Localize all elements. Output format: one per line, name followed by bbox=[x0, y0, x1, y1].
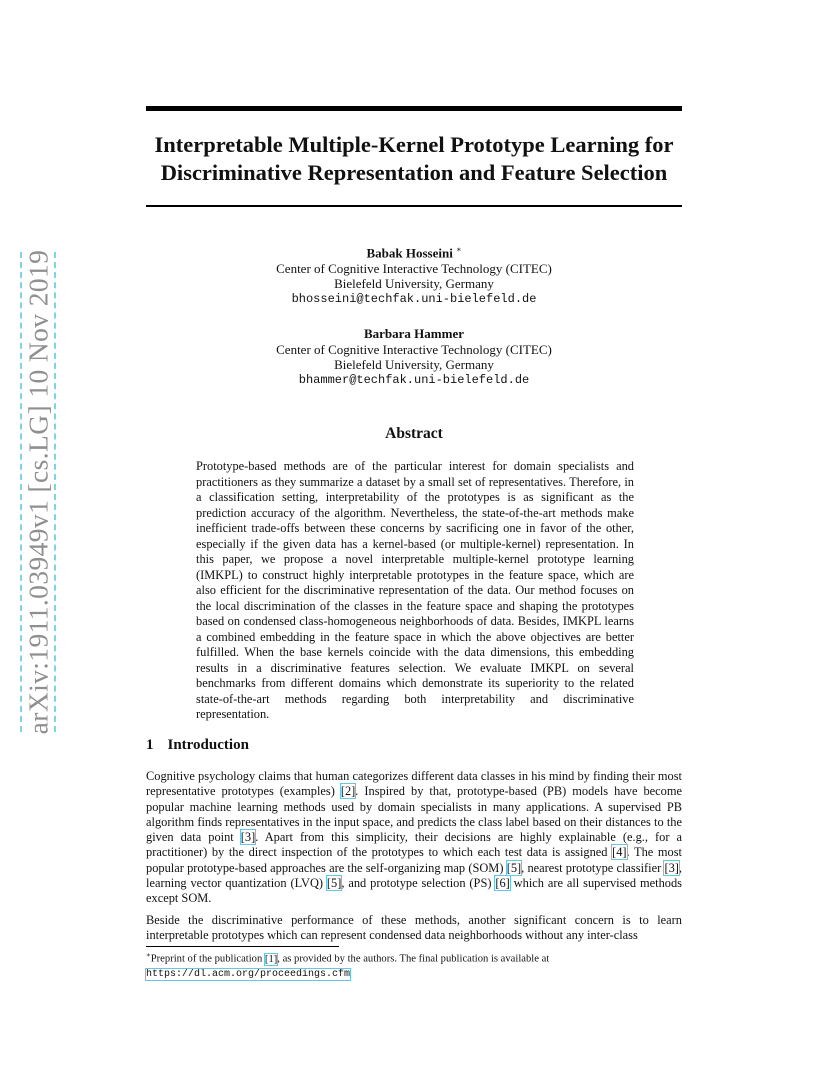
text-run: . Inspired by that, prototype-based (PB) models have become popular machine learning methods used by domain specialists in many applications. A supervised PB algorithm finds representatives in the input space, and predicts the class label based on their distances to the given data point bbox=[146, 784, 682, 845]
text-run: . Apart from this simplicity, their decisions are highly explainable (e.g., for a practitioner) by the direct inspection of the prototypes to which each test data is assigned bbox=[146, 830, 683, 860]
author-affiliation: Center of Cognitive Interactive Technology (CITEC) bbox=[276, 260, 552, 276]
text-run: , and prototype selection (PS) bbox=[341, 876, 496, 891]
footnote bbox=[146, 948, 682, 983]
intro-paragraph-2: Beside the discriminative performance of these methods, another significant concern is to learn interpretable prototypes which can represent condensed data neighborhoods without any inter-class bbox=[146, 913, 682, 943]
author-email: bhammer@techfak.uni-bielefeld.de bbox=[298, 372, 530, 387]
text-run: which are all supervised methods except SOM. bbox=[146, 876, 682, 906]
arxiv-identifier-stamp bbox=[20, 249, 56, 735]
section-title: Introduction bbox=[167, 737, 249, 753]
citation-link[interactable]: [5] bbox=[326, 876, 342, 891]
author-name: Babak Hosseini bbox=[366, 245, 453, 261]
text-run: Preprint of the publication bbox=[150, 953, 265, 965]
author-affiliation: Center of Cognitive Interactive Technology (CITEC) bbox=[276, 341, 552, 357]
author-block-2 bbox=[146, 326, 682, 388]
author-email: bhosseini@techfak.uni-bielefeld.de bbox=[291, 291, 537, 306]
title-rule-bottom bbox=[146, 205, 682, 207]
footnote-mark: ∗ bbox=[146, 951, 151, 959]
text-run: Cognitive psychology claims that human categorizes different data classes in his mind by finding their most representative prototypes (examples) bbox=[146, 769, 682, 799]
text-run: , as provided by the authors. The final publication is available at bbox=[277, 953, 550, 965]
abstract-heading: Abstract bbox=[385, 425, 443, 442]
intro-paragraph-1 bbox=[146, 769, 682, 907]
citation-link[interactable]: [2] bbox=[340, 784, 356, 799]
text-run: , learning vector quantization (LVQ) bbox=[146, 860, 682, 891]
section-number: 1 bbox=[146, 737, 154, 753]
citation-link[interactable]: [3] bbox=[664, 860, 679, 875]
text-run: , nearest prototype classifier bbox=[521, 860, 665, 875]
section-heading bbox=[146, 737, 249, 754]
author-footnote-mark[interactable]: ∗ bbox=[456, 245, 462, 254]
citation-link[interactable]: [1] bbox=[264, 953, 278, 965]
text-run: . The most popular prototype-based approaches are the self-organizing map (SOM) bbox=[146, 845, 682, 875]
author-university: Bielefeld University, Germany bbox=[334, 276, 494, 292]
footnote-rule bbox=[146, 946, 339, 947]
title-rule-top bbox=[146, 106, 682, 111]
citation-link[interactable]: [5] bbox=[506, 860, 522, 875]
author-name: Barbara Hammer bbox=[363, 326, 464, 341]
author-block-1 bbox=[146, 242, 682, 307]
abstract-text: Prototype-based methods are of the particular interest for domain specialists and practitioners as they summarize a dataset by a small set of representatives. Therefore, in a classification setting, interpretability of the prototypes is as significant as the prediction accuracy of the algorithm. Nevertheless, the state-of-the-art methods make inefficient trade-offs between these concerns by sacrificing one in favor of the other, especially if the given data has a kernel-based (or multiple-kernel) representation. In this paper, we propose a novel interpretable multiple-kernel prototype learning (IMKPL) to construct highly interpretable prototypes in the feature space, which are also efficient for the discriminative representation of the data. Our method focuses on the local discrimination of the classes in the feature space and shaping the prototypes based on condensed class-homogeneous neighborhoods of data. Besides, IMKPL learns a combined embedding in the feature space in which the above objectives are better fulfilled. When the base kernels coincide with the data dimensions, this embedding results in a discriminative features selection. We evaluate IMKPL on several benchmarks from different domains which demonstrate its superiority to the related state-of-the-art methods regarding both interpretability and discriminative representation. bbox=[196, 459, 634, 721]
paper-title: Interpretable Multiple-Kernel Prototype Learning for Discriminative Representation and Feature Selection bbox=[154, 132, 674, 185]
citation-link[interactable]: [3] bbox=[240, 830, 256, 845]
author-university: Bielefeld University, Germany bbox=[334, 357, 494, 372]
arxiv-id[interactable]: arXiv:1911.03949v1 [cs.LG] 10 Nov 2019 bbox=[22, 249, 53, 735]
publication-url-link[interactable]: https://dl.acm.org/proceedings.cfm bbox=[146, 969, 351, 981]
citation-link[interactable]: [4] bbox=[612, 845, 627, 860]
citation-link[interactable]: [6] bbox=[495, 876, 510, 891]
